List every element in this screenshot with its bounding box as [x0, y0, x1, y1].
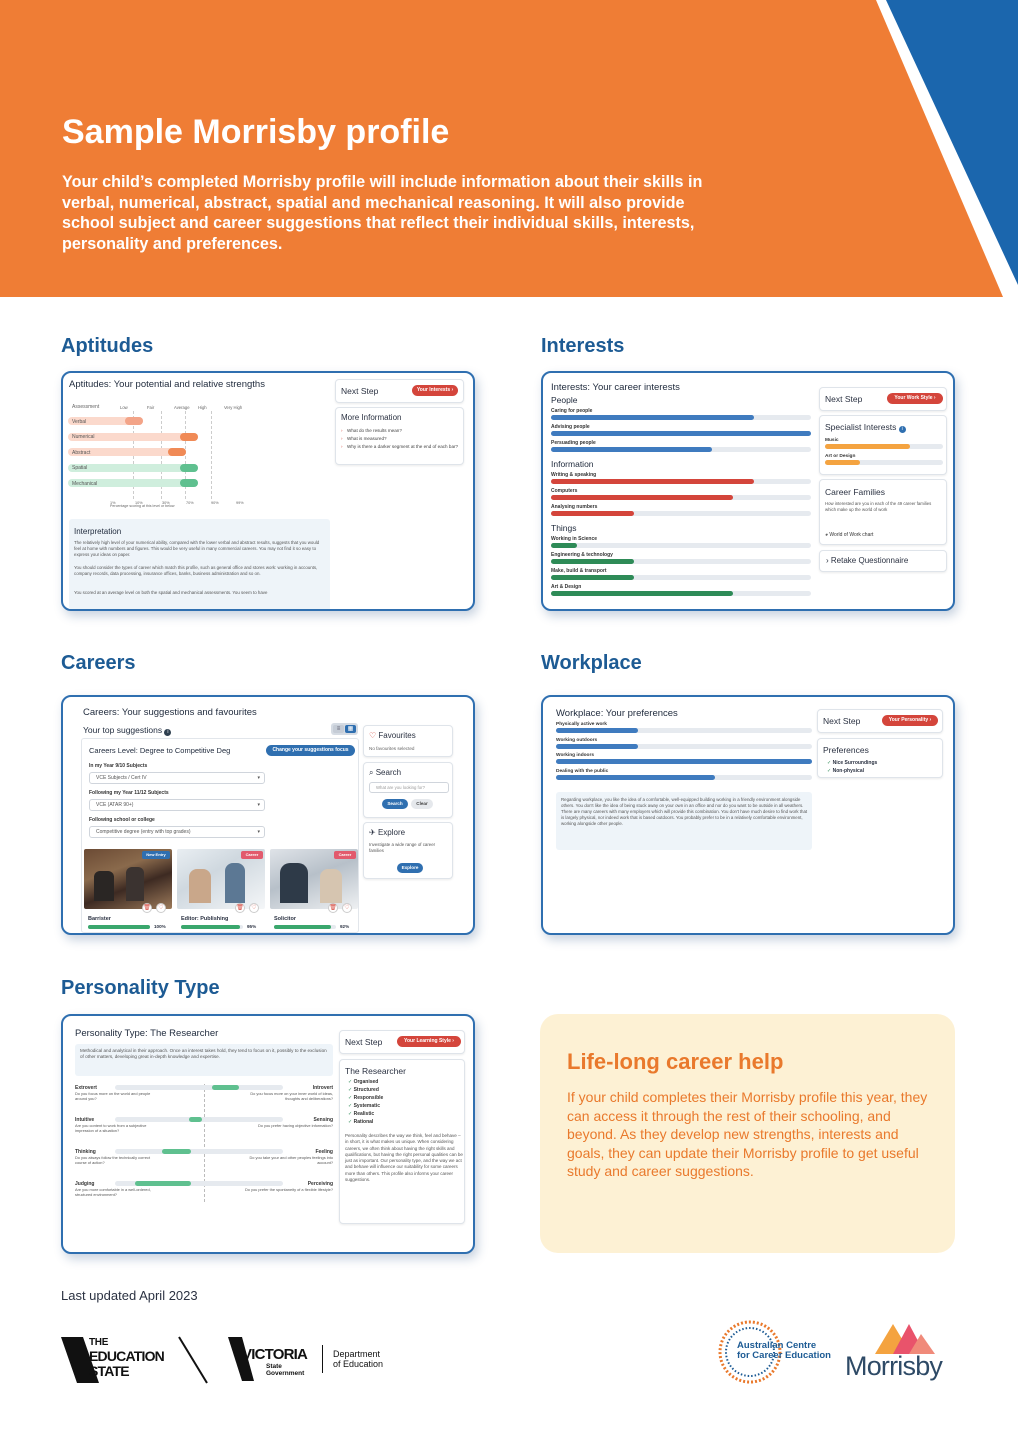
scale-left-question: Are you more comfortable in a well-ordered, structured environment? — [75, 1187, 151, 1197]
scale-label: Average — [174, 405, 190, 410]
next-step-label: Next Step — [823, 716, 861, 726]
interests-card — [541, 371, 955, 611]
trash-icon[interactable]: 🗑 — [143, 905, 151, 911]
no-favourites: No favourites selected — [369, 746, 415, 751]
acce-line2: for Career Education — [737, 1350, 831, 1361]
heart-icon: ♡ — [369, 731, 377, 740]
trait-item — [348, 1103, 380, 1109]
researcher-panel — [339, 1059, 465, 1224]
specialist-fill — [825, 460, 860, 465]
career-match: 95% — [247, 924, 257, 929]
workplace-track — [556, 759, 812, 764]
trait-item — [348, 1111, 374, 1117]
check-icon: ✓ — [348, 1087, 354, 1093]
globe-icon: ◕ — [825, 532, 829, 538]
grid-line — [211, 411, 212, 499]
workplace-card — [541, 695, 955, 935]
interest-group-title: People — [551, 395, 578, 405]
interest-fill — [551, 591, 733, 596]
interest-fill — [551, 415, 754, 420]
explore-title: ✈ Explore — [369, 828, 406, 837]
scale-fill — [135, 1181, 190, 1186]
type-title: The Researcher — [345, 1066, 406, 1076]
list-view-icon[interactable]: ≡ — [333, 725, 344, 733]
lifelong-help-box — [540, 1014, 955, 1253]
scale-right-label: Introvert — [312, 1085, 333, 1091]
your-personality-button[interactable]: Your Personality › — [882, 715, 938, 726]
aptitude-bar-bg — [68, 464, 198, 472]
interest-label: Art & Design — [551, 584, 582, 590]
victoria-logo — [228, 1335, 393, 1385]
match-fill — [88, 925, 150, 929]
link-text: What do the results mean? — [347, 428, 402, 433]
interpretation-p3: You scored at an average level on both the spatial and mechanical assessments. You seem to have — [74, 590, 268, 595]
info-icon[interactable]: i — [164, 729, 171, 736]
aptitude-chart — [63, 373, 333, 513]
career-badge: Career — [241, 851, 263, 859]
header-banner — [0, 0, 1018, 297]
heart-icon[interactable]: ♡ — [342, 903, 352, 913]
clear-button[interactable]: Clear — [411, 799, 433, 809]
interest-track — [551, 559, 811, 564]
tick-label: 30% — [162, 501, 170, 505]
interest-track — [551, 495, 811, 500]
scale-left-question: Do you focus more on the world and people around you? — [75, 1091, 151, 1101]
chevron-right-icon: › — [341, 436, 343, 441]
after-school-select[interactable]: Competitive degree (entry with top grades) ▾ — [89, 826, 265, 838]
interest-group-title: Things — [551, 523, 577, 533]
preferences-title: Preferences — [823, 745, 869, 755]
next-step-panel — [335, 379, 464, 403]
logo-divider — [322, 1345, 323, 1373]
aptitude-label: Abstract — [72, 449, 91, 456]
explore-icon: ✈ — [369, 828, 376, 837]
specialist-track — [825, 460, 943, 465]
career-badge: Career — [334, 851, 356, 859]
specialist-interests-panel — [819, 415, 947, 475]
interpretation-p2: You should consider the types of career which match this profile, such as general office and stores work: working in accounts, company records, data processing, insurance offices, banks, business administration and so on. — [74, 565, 318, 576]
more-info-link[interactable] — [341, 444, 459, 450]
scale-right-question: Do you take your and other peoples feelings into account? — [249, 1155, 333, 1165]
check-icon: ✓ — [827, 760, 832, 766]
interest-fill — [551, 495, 733, 500]
aptitude-label: Verbal — [72, 418, 87, 425]
next-step-panel — [819, 387, 947, 411]
workplace-track — [556, 744, 812, 749]
lifelong-title: Life-long career help — [567, 1049, 784, 1074]
aptitude-label: Mechanical — [72, 480, 98, 487]
education-state-logo — [61, 1335, 211, 1385]
suggestions-panel — [81, 738, 359, 933]
section-title-personality: Personality Type — [61, 977, 220, 999]
scale-left-label: Thinking — [75, 1149, 96, 1155]
aptitudes-card — [61, 371, 475, 611]
chevron-right-icon: › — [341, 444, 343, 449]
workplace-summary-box — [556, 792, 812, 850]
trait-label: Structured — [353, 1087, 379, 1093]
view-toggle[interactable] — [331, 723, 358, 735]
last-updated: Last updated April 2023 — [61, 1288, 198, 1303]
interest-track — [551, 511, 811, 516]
aptitude-label: Numerical — [72, 434, 95, 440]
personality-desc: Methodical and analytical in their approach. Once an interest takes hold, they tend to focus on it, possibly to the exclusion of other matters, developing great in-depth knowledge and expertise. — [80, 1048, 327, 1060]
favourites-title: ♡ Favourites — [369, 731, 416, 740]
trash-icon[interactable]: 🗑 — [329, 905, 337, 911]
chevron-down-icon: ▾ — [257, 829, 260, 835]
tick-label: 70% — [186, 501, 194, 505]
interest-fill — [551, 431, 811, 436]
scale-track — [115, 1085, 283, 1090]
scale-left-question: Do you always follow the technically correct course of action? — [75, 1155, 151, 1165]
workplace-label: Working outdoors — [556, 737, 598, 743]
interest-track — [551, 591, 811, 596]
personality-title: Personality Type: The Researcher — [75, 1028, 219, 1039]
tick-label: 10% — [135, 501, 143, 505]
acce-logo — [716, 1318, 834, 1386]
explore-panel — [363, 822, 453, 879]
trait-label: Responsible — [353, 1095, 384, 1101]
career-families-title: Career Families — [825, 487, 885, 497]
scale-label: Fair — [147, 405, 155, 410]
section-title-careers: Careers — [61, 652, 136, 674]
interest-track — [551, 447, 811, 452]
lifelong-body: If your child completes their Morrisby profile this year, they can access it through the rest of their schooling, and beyond. As they develop new strengths, interests and goals, they can update their Morrisby profile to get useful study and career suggestions. — [567, 1089, 928, 1179]
interest-track — [551, 543, 811, 548]
favourites-panel — [363, 725, 453, 757]
scale-left-label: Judging — [75, 1181, 95, 1187]
scale-right-label: Feeling — [315, 1149, 333, 1155]
interpretation-p1: The relatively high level of your numerical ability, compared with the lower verbal and abstract results, suggests that you would feel at home with numbers and figures. This would be very useful in many commercial careers. You may not find it so easy to express your ideas on paper. — [74, 540, 320, 557]
interest-fill — [551, 543, 577, 548]
education-state-line1: THE — [89, 1337, 109, 1348]
preferences-panel — [817, 738, 943, 778]
interest-groups — [551, 395, 813, 610]
interest-track — [551, 575, 811, 580]
workplace-fill — [556, 728, 638, 733]
career-name: Barrister — [88, 916, 111, 922]
scale-right-question: Do you prefer having objective information? — [257, 1123, 333, 1128]
trait-list — [348, 1079, 458, 1129]
scale-fill — [189, 1117, 202, 1122]
trait-item — [348, 1079, 378, 1085]
scale-right-label: Perceiving — [307, 1181, 333, 1187]
morrisby-word: Morrisby — [845, 1351, 943, 1381]
section-title-interests: Interests — [541, 335, 625, 357]
scale-label: Very High — [224, 405, 243, 410]
field-label-year11: Following my Year 11/12 Subjects — [89, 790, 169, 796]
next-step-label: Next Step — [345, 1037, 383, 1047]
aptitude-bar-end — [125, 417, 143, 425]
your-interests-button[interactable]: Your Interests › — [412, 385, 458, 396]
scale-right-question: Do you prefer the spontaneity of a flexible lifestyle? — [244, 1187, 333, 1192]
section-title-workplace: Workplace — [541, 652, 642, 674]
scale-right-question: Do you focus more on your inner world of ideas, thoughts and deliberations? — [250, 1091, 333, 1101]
scale-fill — [162, 1149, 191, 1154]
year11-select[interactable]: VCE (ATAR 90+) ▾ — [89, 799, 265, 811]
interest-label: Computers — [551, 488, 578, 494]
search-icon: ⌕ — [369, 768, 374, 777]
heart-icon[interactable]: ♡ — [249, 903, 259, 913]
aptitude-bar-end — [180, 464, 198, 472]
scale-fill — [212, 1085, 239, 1090]
year9-select[interactable]: VCE Subjects / Cert IV ▾ — [89, 772, 265, 784]
interest-fill — [551, 511, 634, 516]
field-label-after-school: Following school or college — [89, 817, 155, 823]
specialist-track — [825, 444, 943, 449]
aptitude-label: Spatial — [72, 465, 88, 471]
acce-line1: Australian Centre — [737, 1340, 817, 1351]
workplace-title: Workplace: Your preferences — [556, 708, 678, 719]
match-bar — [181, 925, 243, 929]
careers-level: Careers Level: Degree to Competitive Deg — [89, 746, 231, 755]
chevron-down-icon: ▾ — [257, 775, 260, 781]
preference-item: ✓ Nice Surroundings — [827, 760, 878, 766]
interest-track — [551, 431, 811, 436]
trait-item — [348, 1119, 373, 1125]
career-families-text: How interested are you in each of the 49 career families which make up the world of work — [825, 501, 932, 512]
workplace-bars — [556, 722, 814, 782]
interest-fill — [551, 479, 754, 484]
scale-label: High — [198, 405, 207, 410]
career-card-solicitor[interactable] — [270, 849, 360, 933]
aptitude-bar-end — [180, 479, 198, 487]
grid-view-icon[interactable]: ▦ — [345, 725, 356, 733]
link-text: What is measured? — [347, 436, 387, 441]
next-step-panel — [817, 709, 943, 733]
trait-item — [348, 1095, 383, 1101]
next-step-panel — [339, 1030, 465, 1054]
interest-fill — [551, 559, 634, 564]
personality-desc-box — [75, 1044, 333, 1076]
match-fill — [181, 925, 240, 929]
interest-fill — [551, 447, 712, 452]
workplace-fill — [556, 744, 638, 749]
aptitude-bar-end — [168, 448, 186, 456]
workplace-track — [556, 775, 812, 780]
interest-label: Working in Science — [551, 536, 598, 542]
trash-icon[interactable]: 🗑 — [236, 905, 244, 911]
top-suggestions-title: Your top suggestions i — [83, 725, 171, 736]
aptitudes-title: Aptitudes: Your potential and relative strengths — [69, 379, 265, 390]
change-focus-button[interactable]: Change your suggestions focus — [266, 745, 355, 756]
trait-label: Systematic — [353, 1103, 380, 1109]
explore-text: Investigate a wide range of career families — [369, 842, 436, 853]
heart-icon[interactable]: ♡ — [156, 903, 166, 913]
check-icon: ✓ — [348, 1079, 354, 1085]
interest-label: Writing & speaking — [551, 472, 597, 478]
vic-sub-2: Government — [266, 1370, 305, 1377]
careers-title: Careers: Your suggestions and favourites — [83, 707, 257, 718]
interest-track — [551, 479, 811, 484]
scale-left-label: Extrovert — [75, 1085, 97, 1091]
world-of-work-link[interactable]: ◕ World of Work chart — [825, 532, 874, 538]
trait-label: Realistic — [353, 1111, 375, 1117]
match-bar — [274, 925, 336, 929]
interest-label: Persuading people — [551, 440, 596, 446]
interpretation-box — [69, 519, 330, 611]
info-icon[interactable]: i — [899, 426, 906, 433]
field-label-year9: In my Year 9/10 Subjects — [89, 763, 148, 769]
check-icon: ✓ — [827, 768, 832, 774]
retake-questionnaire-button[interactable] — [819, 550, 947, 572]
search-panel — [363, 762, 453, 818]
check-icon: ✓ — [348, 1103, 354, 1109]
education-state-line3: STATE — [89, 1363, 129, 1379]
specialist-label: Music — [825, 438, 839, 443]
career-name: Editor: Publishing — [181, 916, 229, 922]
retake-label: › Retake Questionnaire — [826, 556, 909, 565]
career-families-panel — [819, 479, 947, 545]
career-name: Solicitor — [274, 916, 297, 922]
check-icon: ✓ — [348, 1095, 354, 1101]
tick-label: 90% — [211, 501, 219, 505]
victoria-word: VICTORIA — [242, 1346, 307, 1363]
interest-fill — [551, 575, 634, 580]
scale-left-label: Intuitive — [75, 1117, 95, 1123]
personality-scales — [75, 1084, 333, 1249]
workplace-fill — [556, 759, 812, 764]
workplace-fill — [556, 775, 715, 780]
search-button[interactable]: Search — [382, 799, 408, 809]
personality-card — [61, 1014, 475, 1254]
trait-item — [348, 1087, 379, 1093]
interest-label: Caring for people — [551, 408, 593, 414]
career-badge: New Entry — [142, 851, 170, 859]
department-line2: of Education — [333, 1359, 384, 1369]
interest-label: Engineering & technology — [551, 552, 613, 558]
scale-track — [115, 1149, 283, 1154]
match-fill — [274, 925, 331, 929]
tick-label: 99% — [236, 501, 244, 505]
workplace-label: Dealing with the public — [556, 768, 609, 774]
more-info-title: More Information — [341, 413, 402, 422]
check-icon: ✓ — [348, 1111, 354, 1117]
aptitude-bar-end — [180, 433, 198, 441]
interest-label: Advising people — [551, 424, 590, 430]
chevron-down-icon: ▾ — [257, 802, 260, 808]
your-learning-style-button[interactable]: Your Learning Style › — [397, 1036, 461, 1047]
more-info-link[interactable] — [341, 436, 459, 442]
trait-label: Organised — [353, 1079, 379, 1085]
more-info-panel — [335, 407, 464, 465]
workplace-label: Working indoors — [556, 753, 595, 758]
preference-item: ✓ Non-physical — [827, 768, 864, 774]
more-info-link[interactable] — [341, 428, 459, 434]
next-step-label: Next Step — [341, 386, 379, 396]
match-bar — [88, 925, 150, 929]
specialist-label: Art or Design — [825, 454, 856, 459]
interests-title: Interests: Your career interests — [551, 382, 680, 393]
vic-sub-1: State — [266, 1363, 282, 1370]
specialist-fill — [825, 444, 910, 449]
scale-left-question: Are you content to work from a subjective impression of a situation? — [75, 1123, 147, 1133]
axis-caption: Percentage scoring at this level or below — [110, 504, 175, 508]
page-intro: Your child’s completed Morrisby profile will include information about their skills in verbal, numerical, abstract, spatial and mechanical reasoning. It will also provide school subject and career suggestions that reflect their individual skills, interests, personality and preferences. — [62, 173, 703, 253]
morrisby-logo — [845, 1318, 960, 1386]
department-line1: Department — [333, 1349, 381, 1359]
careers-card — [61, 695, 475, 935]
specialist-bars — [825, 438, 943, 474]
tick-label: 1% — [110, 501, 116, 505]
interest-group-title: Information — [551, 459, 594, 469]
type-text: Personality describes the way we think, feel and behave – in short, it is what makes us unique. When considering careers, we often think about having the right skills and qualifications, but having the right personal qualities can be just as important. Our personality type, and the way we act and behave will influence our suitability for some careers more than others. This profile also informs your career suggestions. — [345, 1133, 463, 1183]
interest-label: Analysing numbers — [551, 504, 598, 510]
interest-track — [551, 415, 811, 420]
career-card-barrister[interactable] — [84, 849, 174, 933]
scale-label: Low — [120, 405, 128, 410]
trait-label: Rational — [353, 1119, 374, 1125]
chevron-right-icon: › — [826, 556, 829, 565]
assessment-header: Assessment — [72, 404, 100, 410]
chevron-right-icon: › — [341, 428, 343, 433]
scale-right-label: Sensing — [313, 1117, 333, 1123]
search-title: ⌕ Search — [369, 768, 402, 777]
explore-button[interactable]: Explore — [397, 863, 423, 873]
check-icon: ✓ — [348, 1119, 354, 1125]
search-input[interactable]: What are you looking for? — [369, 782, 449, 793]
education-state-line2: EDUCATION — [89, 1348, 164, 1364]
workplace-track — [556, 728, 812, 733]
workplace-summary: Regarding workplace, you like the idea of a comfortable, well-equipped building working in a friendly environment alongside others. You don't like the idea of being stuck away on your own in an office and nor do you want to be outside in all weathers. There are many careers with many employers which will provide this combination. You don't have much desire to find work that is largely physical, nor indeed work that is based outdoors. You probably prefer to be in a relatively comfortable environment, working alongside other people. — [561, 797, 808, 827]
workplace-label: Physically active work — [556, 722, 607, 727]
specialist-title: Specialist Interests i — [825, 422, 906, 433]
next-step-label: Next Step — [825, 394, 863, 404]
interest-label: Make, build & transport — [551, 568, 607, 574]
your-work-style-button[interactable]: Your Work Style › — [887, 393, 943, 404]
section-title-aptitudes: Aptitudes — [61, 335, 154, 357]
career-card-editor[interactable] — [177, 849, 267, 933]
page-title: Sample Morrisby profile — [62, 113, 450, 151]
link-text: Why is there a darker segment at the end of each bar? — [347, 444, 459, 449]
career-match: 92% — [340, 924, 350, 929]
interpretation-title: Interpretation — [74, 527, 122, 536]
career-match: 100% — [154, 924, 166, 929]
